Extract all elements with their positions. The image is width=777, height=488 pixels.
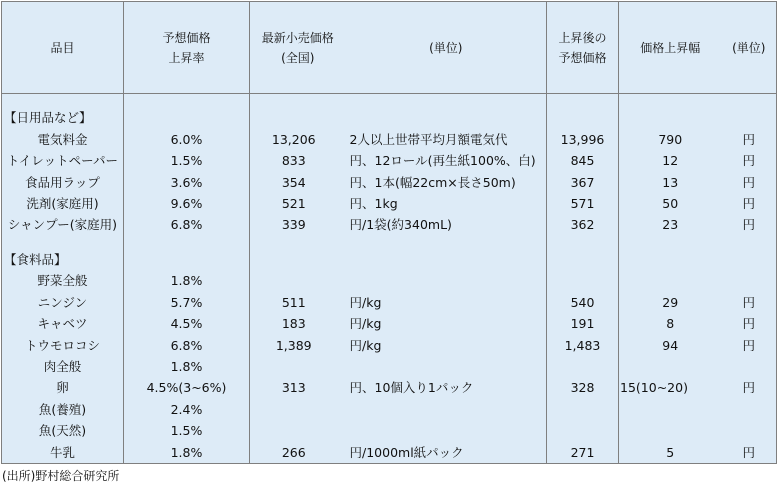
price-increase [619, 270, 722, 291]
header-yen-unit: (単位) [722, 2, 777, 94]
item-name: 電気料金 [2, 129, 124, 150]
price-unit [346, 356, 547, 377]
increase-unit [722, 399, 777, 420]
source-note: (出所)野村総合研究所 [2, 469, 120, 483]
price-unit: 円、1本(幅22cm×長さ50m) [346, 171, 547, 192]
increase-unit: 円 [722, 291, 777, 312]
predicted-price: 328 [547, 377, 619, 398]
header-item: 品目 [2, 2, 124, 94]
price-unit [346, 399, 547, 420]
latest-retail-price: 521 [250, 193, 346, 214]
predicted-rise-rate: 1.8% [124, 356, 250, 377]
table-row [2, 171, 777, 192]
predicted-price: 271 [547, 442, 619, 464]
item-name: トイレットペーパー [2, 150, 124, 171]
table-row [2, 270, 777, 291]
item-name: トウモロコシ [2, 334, 124, 355]
table-row [2, 214, 777, 235]
latest-retail-price: 13,206 [250, 129, 346, 150]
section-label-daily-goods: 【日用品など】 [2, 107, 124, 128]
latest-retail-price [250, 356, 346, 377]
header-price: 最新小売価格 (全国) [250, 2, 346, 94]
increase-unit: 円 [722, 214, 777, 235]
predicted-price: 362 [547, 214, 619, 235]
predicted-price [547, 399, 619, 420]
predicted-rise-rate: 6.8% [124, 214, 250, 235]
predicted-price [547, 270, 619, 291]
price-unit: 2人以上世帯平均月額電気代 [346, 129, 547, 150]
predicted-price: 191 [547, 313, 619, 334]
price-unit: 円、1kg [346, 193, 547, 214]
predicted-rise-rate: 1.5% [124, 150, 250, 171]
predicted-rise-rate: 3.6% [124, 171, 250, 192]
item-name: 卵 [2, 377, 124, 398]
price-unit [346, 270, 547, 291]
price-table [1, 1, 777, 464]
price-increase: 13 [619, 171, 722, 192]
table-row [2, 150, 777, 171]
latest-retail-price [250, 270, 346, 291]
price-unit: 円/1袋(約340mL) [346, 214, 547, 235]
price-increase [619, 399, 722, 420]
predicted-price [547, 420, 619, 441]
item-name: シャンプー(家庭用) [2, 214, 124, 235]
predicted-rise-rate: 9.6% [124, 193, 250, 214]
item-name: 野菜全般 [2, 270, 124, 291]
price-unit: 円/1000ml紙パック [346, 442, 547, 464]
increase-unit: 円 [722, 334, 777, 355]
price-unit: 円/kg [346, 313, 547, 334]
price-increase: 790 [619, 129, 722, 150]
item-name: 食品用ラップ [2, 171, 124, 192]
increase-unit: 円 [722, 150, 777, 171]
predicted-rise-rate: 1.8% [124, 270, 250, 291]
section-row-food [2, 249, 777, 270]
price-increase: 15(10~20) [619, 377, 722, 398]
price-unit: 円/kg [346, 334, 547, 355]
table-row [2, 442, 777, 464]
increase-unit: 円 [722, 313, 777, 334]
section-label-food: 【食料品】 [2, 249, 124, 270]
table-row [2, 420, 777, 441]
table-row [2, 129, 777, 150]
increase-unit [722, 270, 777, 291]
price-increase [619, 420, 722, 441]
price-increase: 5 [619, 442, 722, 464]
increase-unit [722, 420, 777, 441]
item-name: 魚(養殖) [2, 399, 124, 420]
latest-retail-price: 1,389 [250, 334, 346, 355]
item-name: 肉全般 [2, 356, 124, 377]
price-increase: 29 [619, 291, 722, 312]
table-row [2, 356, 777, 377]
predicted-rise-rate: 4.5% [124, 313, 250, 334]
predicted-rise-rate: 1.5% [124, 420, 250, 441]
header-unit: (単位) [346, 2, 547, 94]
latest-retail-price: 339 [250, 214, 346, 235]
predicted-price: 845 [547, 150, 619, 171]
price-increase: 12 [619, 150, 722, 171]
latest-retail-price: 833 [250, 150, 346, 171]
increase-unit: 円 [722, 129, 777, 150]
increase-unit: 円 [722, 377, 777, 398]
table-row [2, 313, 777, 334]
predicted-rise-rate: 5.7% [124, 291, 250, 312]
header-row [2, 2, 777, 94]
header-predicted: 上昇後の 予想価格 [547, 2, 619, 94]
predicted-price: 1,483 [547, 334, 619, 355]
table-row [2, 193, 777, 214]
section-row-daily-goods [2, 107, 777, 128]
price-increase [619, 356, 722, 377]
table-row [2, 291, 777, 312]
table-row [2, 377, 777, 398]
latest-retail-price: 313 [250, 377, 346, 398]
predicted-price: 13,996 [547, 129, 619, 150]
item-name: 魚(天然) [2, 420, 124, 441]
table-row [2, 399, 777, 420]
predicted-rise-rate: 6.8% [124, 334, 250, 355]
item-name: ニンジン [2, 291, 124, 312]
latest-retail-price: 266 [250, 442, 346, 464]
latest-retail-price [250, 420, 346, 441]
predicted-price [547, 356, 619, 377]
latest-retail-price: 183 [250, 313, 346, 334]
price-increase: 8 [619, 313, 722, 334]
header-rate: 予想価格 上昇率 [124, 2, 250, 94]
price-increase: 23 [619, 214, 722, 235]
item-name: キャベツ [2, 313, 124, 334]
price-unit: 円、12ロール(再生紙100%、白) [346, 150, 547, 171]
price-unit: 円/kg [346, 291, 547, 312]
predicted-rise-rate: 1.8% [124, 442, 250, 464]
predicted-rise-rate: 4.5%(3~6%) [124, 377, 250, 398]
price-increase: 94 [619, 334, 722, 355]
latest-retail-price: 511 [250, 291, 346, 312]
increase-unit: 円 [722, 171, 777, 192]
item-name: 洗剤(家庭用) [2, 193, 124, 214]
predicted-rise-rate: 6.0% [124, 129, 250, 150]
increase-unit: 円 [722, 442, 777, 464]
increase-unit: 円 [722, 193, 777, 214]
predicted-price: 367 [547, 171, 619, 192]
latest-retail-price: 354 [250, 171, 346, 192]
price-unit: 円、10個入り1パック [346, 377, 547, 398]
increase-unit [722, 356, 777, 377]
header-increase: 価格上昇幅 [619, 2, 722, 94]
latest-retail-price [250, 399, 346, 420]
item-name: 牛乳 [2, 442, 124, 464]
price-unit [346, 420, 547, 441]
predicted-rise-rate: 2.4% [124, 399, 250, 420]
predicted-price: 571 [547, 193, 619, 214]
price-increase: 50 [619, 193, 722, 214]
predicted-price: 540 [547, 291, 619, 312]
table-row [2, 334, 777, 355]
